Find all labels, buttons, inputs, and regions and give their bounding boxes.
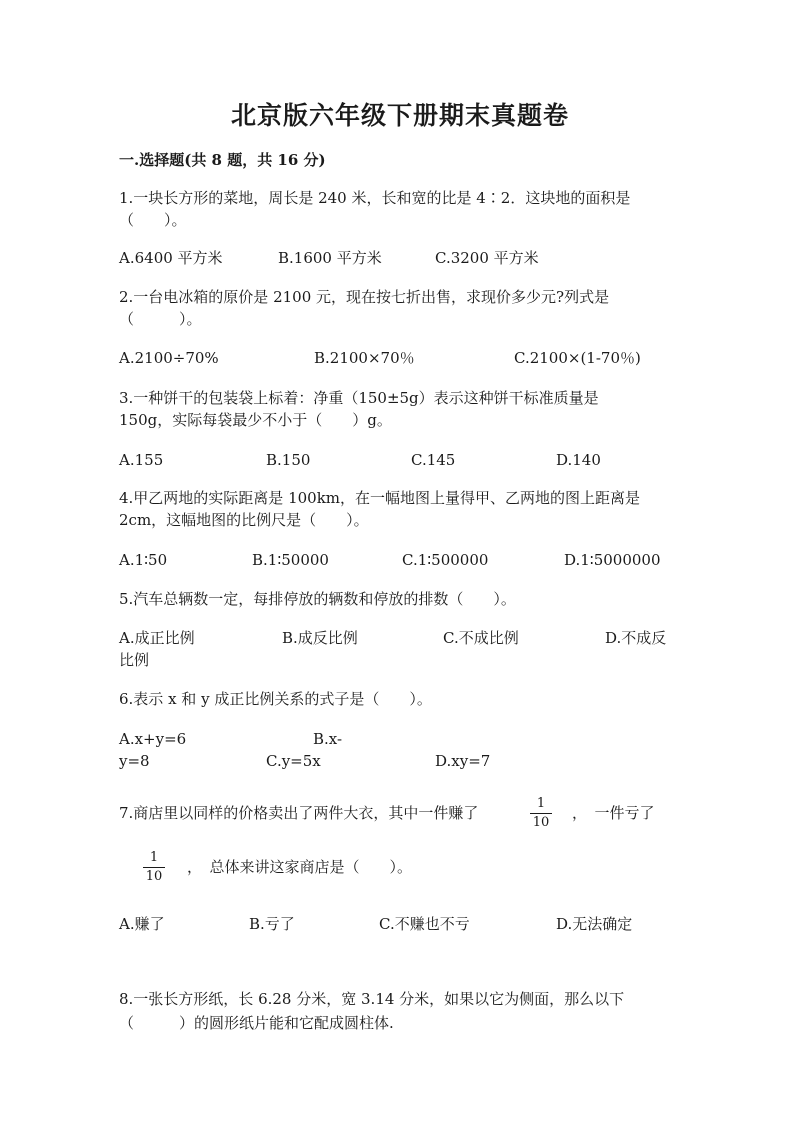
q4-text-line1: 4.甲乙两地的实际距离是 100km，在一幅地图上量得甲、乙两地的图上距离是 [119,489,641,507]
q4-option-a[interactable]: A.1∶50 [119,551,168,569]
q7-fraction-2-denominator: 10 [145,869,163,884]
q1-option-c[interactable]: C.3200 平方米 [435,249,539,267]
q8-text-line2: （ ）的圆形纸片能和它配成圆柱体. [119,1014,394,1032]
section-heading: 一.选择题(共 8 题，共 16 分) [119,151,326,169]
q5-option-c[interactable]: C.不成比例 [443,629,519,647]
q3-option-b[interactable]: B.150 [266,451,311,469]
q4-option-d[interactable]: D.1∶5000000 [564,551,661,569]
q7-option-b[interactable]: B.亏了 [249,915,295,933]
q2-text-line1: 2.一台电冰箱的原价是 2100 元，现在按七折出售，求现价多少元?列式是 [119,288,610,306]
q1-text-line1: 1.一块长方形的菜地，周长是 240 米，长和宽的比是 4∶2．这块地的面积是 [119,189,631,207]
q2-option-b[interactable]: B.2100×70％ [314,349,415,367]
q7-fraction-1-denominator: 10 [532,815,550,830]
q7-text-a: 7.商店里以同样的价格卖出了两件大衣，其中一件赚了 [119,804,479,822]
q6-option-b[interactable]: B.x- [313,730,343,748]
q7-fraction-1 [530,797,552,830]
q3-option-d[interactable]: D.140 [556,451,601,469]
q8-text-line1: 8.一张长方形纸，长 6.28 分米，宽 3.14 分米，如果以它为侧面，那么以下 [119,990,625,1008]
q7-text-c: ， 总体来讲这家商店是（ ）。 [187,858,413,876]
q7-fraction-2-bar [143,867,165,868]
q6-option-c[interactable]: C.y=5x [266,752,321,770]
q7-fraction-1-bar [530,813,552,814]
q2-text-line2: （ ）。 [119,310,202,328]
q7-fraction-1-numerator: 1 [536,796,546,811]
q2-option-c[interactable]: C.2100×(1-70％) [514,349,641,367]
q3-text-line1: 3.一种饼干的包装袋上标着：净重（150±5g）表示这种饼干标准质量是 [119,389,599,407]
q7-text-b: ， 一件亏了 [572,804,655,822]
q1-option-a[interactable]: A.6400 平方米 [119,249,223,267]
q6-option-b-wrap: y=8 [119,752,150,770]
q1-text-line2: （ ）。 [119,211,187,229]
q5-option-d[interactable]: D.不成反 [605,629,667,647]
q4-option-b[interactable]: B.1∶50000 [252,551,329,569]
page-title: 北京版六年级下册期末真题卷 [230,101,569,130]
q3-option-a[interactable]: A.155 [119,451,164,469]
q4-text-line2: 2cm，这幅地图的比例尺是（ ）。 [119,511,369,529]
q4-option-c[interactable]: C.1∶500000 [402,551,489,569]
q6-option-a[interactable]: A.x+y=6 [119,730,187,748]
q3-option-c[interactable]: C.145 [411,451,456,469]
q7-option-d[interactable]: D.无法确定 [556,915,633,933]
q3-text-line2: 150g，实际每袋最少不小于（ ）g。 [119,411,392,429]
q7-fraction-2-numerator: 1 [149,850,159,865]
q5-option-b[interactable]: B.成反比例 [282,629,358,647]
q5-text-line1: 5.汽车总辆数一定，每排停放的辆数和停放的排数（ ）。 [119,590,516,608]
q7-option-c[interactable]: C.不赚也不亏 [379,915,470,933]
q5-option-a[interactable]: A.成正比例 [119,629,195,647]
q5-option-d-wrap: 比例 [119,651,150,669]
q1-option-b[interactable]: B.1600 平方米 [278,249,382,267]
q6-option-d[interactable]: D.xy=7 [435,752,491,770]
q6-text-line1: 6.表示 x 和 y 成正比例关系的式子是（ ）。 [119,690,432,708]
q7-fraction-2 [143,851,165,884]
q7-option-a[interactable]: A.赚了 [119,915,165,933]
q2-option-a[interactable]: A.2100÷70% [119,349,219,367]
